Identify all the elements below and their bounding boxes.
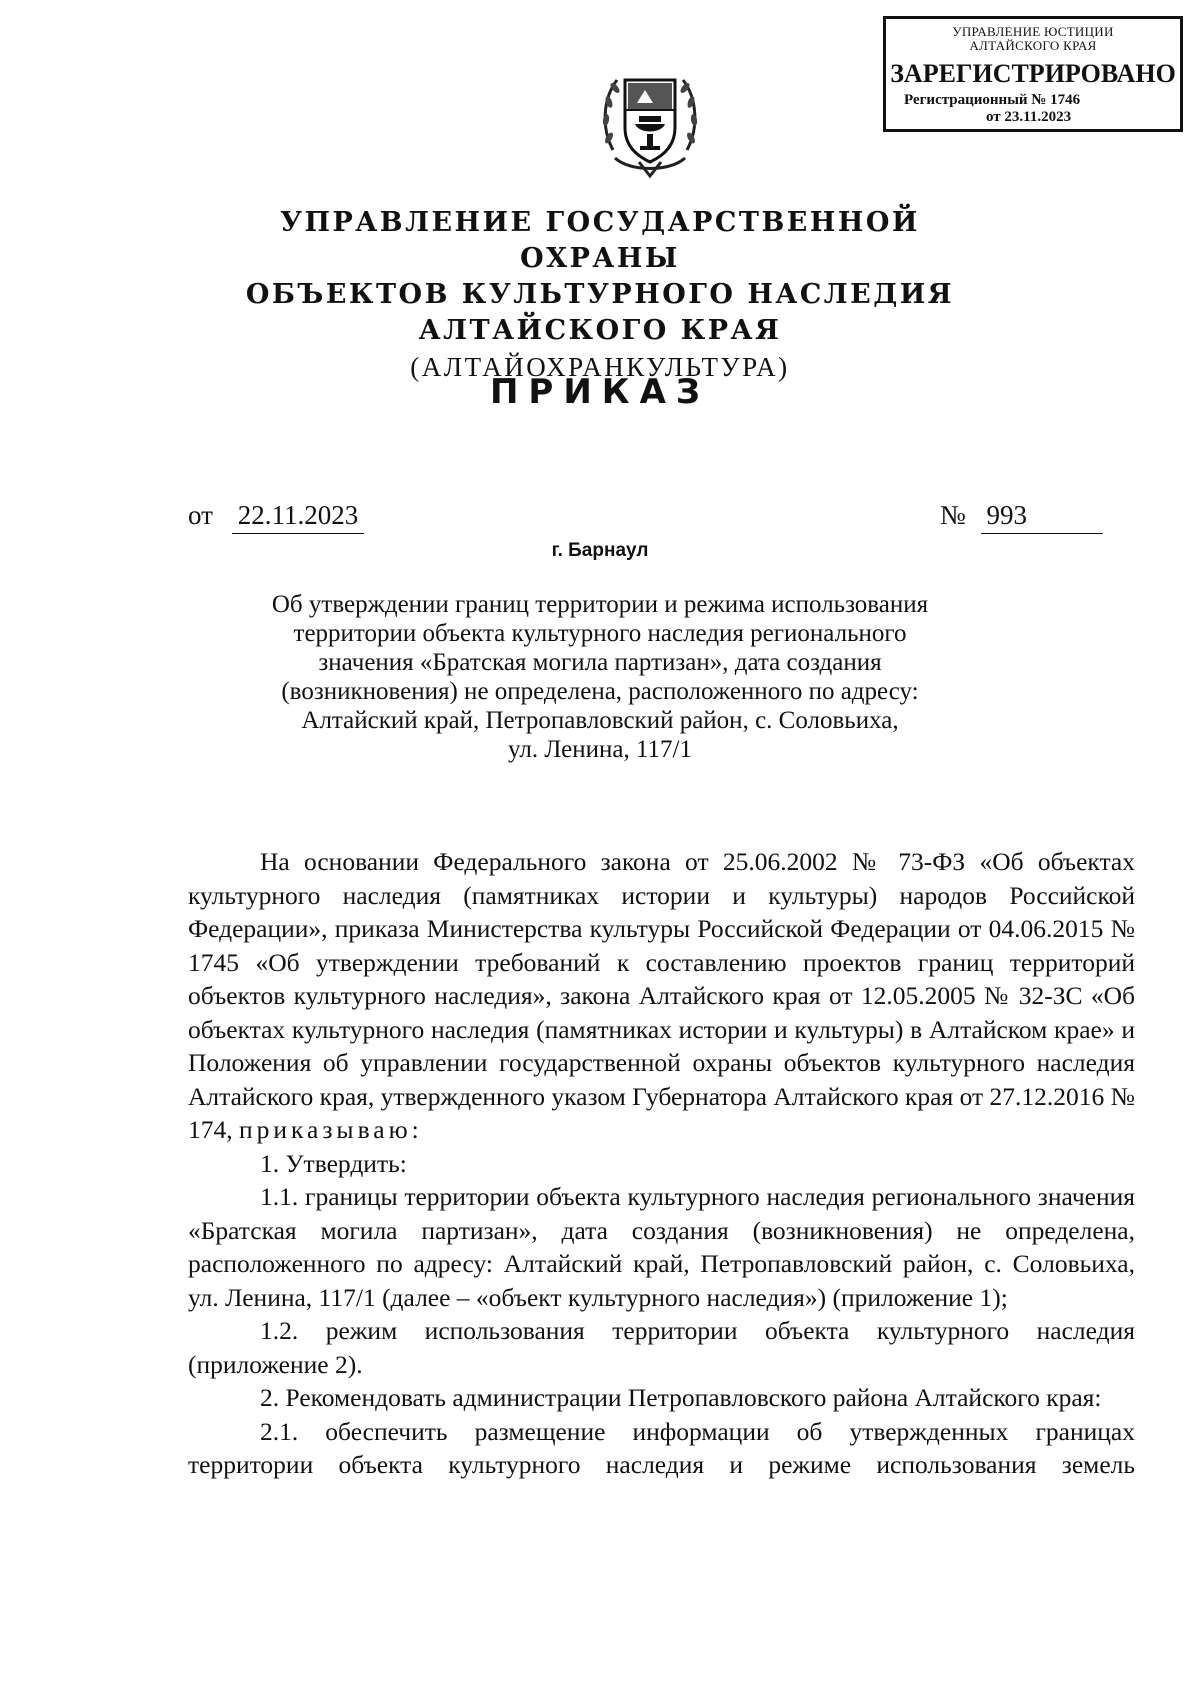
org-line-3: АЛТАЙСКОГО КРАЯ (418, 315, 782, 346)
number-value: 993 (981, 500, 1103, 534)
preamble-text: На основании Федерального закона от 25.06.2002 № 73-ФЗ «Об объектах культурного наследия (памятниках истории и культуры) народов Российской Федерации», приказа Министерства культуры Российской Федерации от 04.06.2015 № 1745 «Об утверждении требований к составлению проектов границ территорий объектов культурного наследия», закона Алтайского края от 12.05.2005 № 32-ЗС «Об объектах культурного наследия (памятниках истории и культуры) в Алтайском крае» и Положения об управлении государственной охраны объектов культурного наследия Алтайского края, утвержденного указом Губернатора Алтайского края от 27.12.2016 № 174, (188, 847, 1135, 1144)
subject-line: (возникновения) не определена, расположенного по адресу: (281, 678, 919, 705)
number-prefix: № (940, 500, 966, 530)
item-1-2: 1.2. режим использования территории объекта культурного наследия (приложение 2). (188, 1316, 1135, 1379)
stamp-status: ЗАРЕГИСТРИРОВАНО (890, 59, 1176, 88)
org-line-2: ОБЪЕКТОВ КУЛЬТУРНОГО НАСЛЕДИЯ (245, 279, 955, 310)
item-1: 1. Утвердить: (260, 1148, 407, 1178)
coat-of-arms-icon (595, 58, 705, 188)
registration-stamp (883, 16, 1183, 132)
preamble-paragraph (188, 845, 1135, 1147)
date-prefix: от (188, 500, 213, 530)
subject-line: территории объекта культурного наследия регионального (293, 620, 907, 647)
order-body (188, 845, 1135, 1482)
org-line-1: УПРАВЛЕНИЕ ГОСУДАРСТВЕННОЙ ОХРАНЫ (280, 207, 920, 274)
order-subject (220, 590, 980, 764)
subject-line: Алтайский край, Петропавловский район, с. Соловьиха, (301, 707, 899, 734)
subject-line: значения «Братская могила партизан», дата создания (318, 649, 882, 676)
stamp-reg-date: от 23.11.2023 (986, 109, 1072, 125)
item-1-1: 1.1. границы территории объекта культурного наследия регионального значения «Братская могила партизан», дата создания (возникновения) не определена, расположенного по адресу: Алтайский край, Петропавловский район, с. Соловьиха, ул. Ленина, 117/1 (далее – «объект культурного наследия») (приложение 1); (188, 1182, 1135, 1312)
order-word: приказываю: (239, 1115, 423, 1144)
stamp-authority: УПРАВЛЕНИЕ ЮСТИЦИИ АЛТАЙСКОГО КРАЯ (952, 24, 1114, 53)
subject-line: ул. Ленина, 117/1 (507, 736, 692, 763)
organization-header (200, 205, 1000, 385)
subject-line: Об утверждении границ территории и режима использования (271, 591, 929, 618)
item-2-1: 2.1. обеспечить размещение информации об утвержденных границах территории объекта культурного наследия и режиме использования земель (188, 1416, 1135, 1479)
order-date (188, 500, 364, 534)
item-2: 2. Рекомендовать администрации Петропавловского района Алтайского края: (260, 1383, 1102, 1412)
stamp-reg-number: Регистрационный № 1746 (904, 92, 1081, 108)
document-type-title: ПРИКАЗ (489, 372, 711, 412)
order-number (940, 500, 1103, 534)
org-abbreviation: (АЛТАЙОХРАНКУЛЬТУРА) (410, 352, 790, 382)
date-value: 22.11.2023 (232, 500, 365, 534)
city-name: г. Барнаул (551, 540, 649, 561)
